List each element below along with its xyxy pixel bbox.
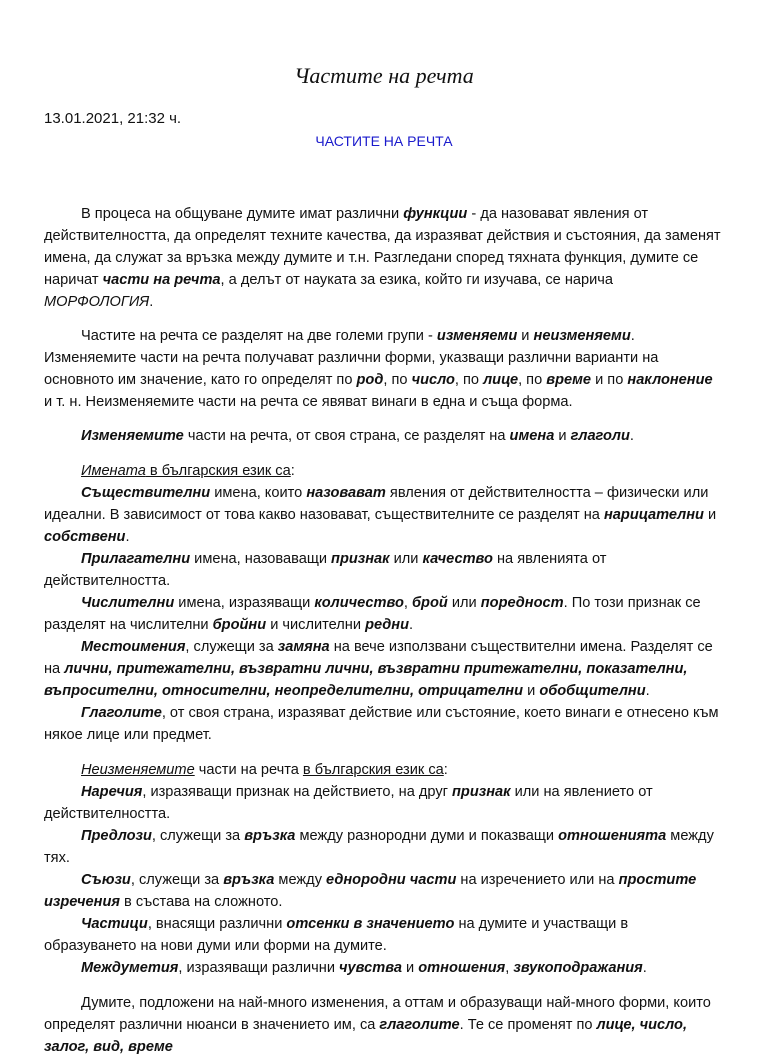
underlined-term: Имената	[81, 463, 146, 479]
text-run: явления от действителността – физически или идеални. В зависимост от това какво назовават, съществителните се разделят на	[44, 485, 709, 523]
text-run: или на явлението от действителността.	[44, 784, 653, 822]
text-run: и т. н. Неизменяемите части на речта се явяват винаги в една и съща форма.	[44, 394, 573, 410]
emphasis: отношения	[418, 960, 506, 976]
text-run: .	[629, 428, 634, 444]
document-body	[44, 203, 724, 1058]
text-run: части на речта	[194, 762, 303, 778]
emphasis: Наречия	[81, 784, 143, 800]
emphasis: признак	[331, 551, 390, 567]
underlined-text: в българския език са	[302, 762, 444, 778]
text-run: ,	[403, 595, 413, 611]
text-run: .	[645, 683, 650, 699]
text-run: .	[409, 617, 414, 633]
paragraph-variable	[44, 425, 724, 447]
text-run: Частите на речта се разделят на две големи групи -	[81, 328, 437, 344]
text-run: , изразяващи признак на действието, на друг	[142, 784, 453, 800]
text-run: - да назовават явления от действителността, да определят техните качества, да изразяват действия и състояния, да заменят имена, да служат за връзка между думите и т.н. Разгледани според тяхната функция, думите се наричат	[44, 206, 721, 288]
emphasis: поредност	[480, 595, 564, 611]
text-run: . Те се променят по	[459, 1017, 597, 1033]
text-run: и	[523, 683, 540, 699]
paragraph-intro	[44, 203, 724, 313]
emphasis: Числителни	[81, 595, 175, 611]
emphasis: лице, число, залог, вид, време	[44, 1017, 688, 1055]
text-run: . Изменяемите части на речта получават различни форми, указващи различни варианти на основното им значение, като го определят по	[44, 328, 659, 388]
text-run: между разнородни думи и показващи	[295, 828, 559, 844]
text-run: на думите и участващи в образуването на нови думи или форми на думите.	[44, 916, 629, 954]
emphasis: Местоимения	[81, 639, 186, 655]
emphasis: връзка	[223, 872, 275, 888]
text-run: между	[274, 872, 327, 888]
text-run: В процеса на общуване думите имат различни	[81, 206, 404, 222]
emphasis: бройни	[212, 617, 267, 633]
emphasis: Съществителни	[81, 485, 211, 501]
text-run: , изразяващи различни	[178, 960, 340, 976]
text-run: , по	[383, 372, 412, 388]
text-run: ,	[505, 960, 514, 976]
emphasis: имена	[509, 428, 555, 444]
paragraph-groups	[44, 325, 724, 413]
list-item-conjunctions	[44, 869, 724, 913]
text-run: :	[290, 463, 295, 479]
emphasis: редни	[365, 617, 410, 633]
list-item-adjectives	[44, 548, 724, 592]
emphasis: признак	[452, 784, 511, 800]
emphasis: Прилагателни	[81, 551, 191, 567]
emphasis: Глаголите	[81, 705, 162, 721]
text-run: в състава на сложното.	[119, 894, 283, 910]
invariable-heading	[44, 759, 724, 781]
text-run: имена, назоваващи	[190, 551, 332, 567]
timestamp: 13.01.2021, 21:32 ч.	[44, 110, 182, 127]
emphasis: части на речта	[102, 272, 221, 288]
emphasis: лице	[483, 372, 519, 388]
text-run: имена, изразяващи	[174, 595, 315, 611]
text-run: , от своя страна, изразяват действие или състояние, което винаги е отнесено към някое лице или предмет.	[44, 705, 719, 743]
text-run: имена, които	[210, 485, 307, 501]
text-run: части на речта, от своя страна, се разделят на	[183, 428, 510, 444]
text-run: и	[517, 328, 534, 344]
text-run: , внасящи различни	[147, 916, 287, 932]
text-run: .	[642, 960, 647, 976]
list-item-adverbs	[44, 781, 724, 825]
emphasis: лични, притежателни, възвратни лични, възвратни притежателни, показателни, въпросителни, относителни, неопределителни, отрицателни	[44, 661, 688, 699]
emphasis: неизменяеми	[533, 328, 631, 344]
text-run: , служещи за	[130, 872, 224, 888]
list-item-particles	[44, 913, 724, 957]
page-title: Частите на речта	[294, 63, 474, 88]
emphasis: време	[546, 372, 592, 388]
emphasis: глаголи	[570, 428, 630, 444]
emphasis: еднородни части	[326, 872, 457, 888]
text-run: на изречението или на	[456, 872, 619, 888]
emphasis: назовават	[306, 485, 386, 501]
text-run: и	[703, 507, 717, 523]
emphasis: брой	[412, 595, 448, 611]
emphasis: МОРФОЛОГИЯ	[44, 294, 150, 310]
emphasis: собствени	[44, 529, 126, 545]
underlined-text: в българския език са	[145, 463, 291, 479]
text-run: . По този признак се разделят на числителни	[44, 595, 701, 633]
emphasis: нарицателни	[603, 507, 704, 523]
emphasis: звукоподражания	[513, 960, 643, 976]
text-run: .	[149, 294, 154, 310]
text-run: и	[554, 428, 571, 444]
text-run: на явленията от действителността.	[44, 551, 607, 589]
emphasis: Съюзи	[81, 872, 131, 888]
list-item-nouns	[44, 482, 724, 548]
list-item-prepositions	[44, 825, 724, 869]
emphasis: простите изречения	[44, 872, 697, 910]
text-run: , по	[454, 372, 484, 388]
emphasis: глаголите	[379, 1017, 460, 1033]
emphasis: връзка	[244, 828, 296, 844]
text-run: между тях.	[44, 828, 714, 866]
emphasis: качество	[422, 551, 493, 567]
emphasis: замяна	[277, 639, 330, 655]
text-run: , а делът от науката за езика, който ги изучава, се нарича	[220, 272, 613, 288]
text-run: Думите, подложени на най-много изменения, а оттам и образуващи най-много форми, които определят различни нюанси в значението им, са	[44, 995, 711, 1033]
emphasis: Частици	[81, 916, 148, 932]
text-run: или	[447, 595, 481, 611]
list-item-pronouns	[44, 636, 724, 702]
underlined-term: Неизменяемите	[81, 762, 195, 778]
list-item-interjections	[44, 957, 724, 979]
emphasis: род	[356, 372, 384, 388]
text-run: на вече използвани съществителни имена. Разделят се на	[44, 639, 713, 677]
text-run: и числителни	[266, 617, 366, 633]
text-run: и	[401, 960, 419, 976]
text-run: , служещи за	[151, 828, 245, 844]
text-run: , служещи за	[185, 639, 278, 655]
section-heading: ЧАСТИТЕ НА РЕЧТА	[315, 133, 453, 149]
text-run: , по	[518, 372, 547, 388]
emphasis: функции	[403, 206, 468, 222]
emphasis: изменяеми	[436, 328, 518, 344]
emphasis: Предлози	[81, 828, 152, 844]
text-run: или	[389, 551, 423, 567]
emphasis: обобщителни	[539, 683, 646, 699]
text-run: :	[443, 762, 448, 778]
names-heading	[44, 460, 724, 482]
text-run: и по	[591, 372, 628, 388]
emphasis: отсенки в значението	[286, 916, 455, 932]
list-item-verbs	[44, 702, 724, 746]
emphasis: наклонение	[627, 372, 713, 388]
emphasis: Междуметия	[81, 960, 179, 976]
text-run: .	[125, 529, 130, 545]
emphasis: число	[411, 372, 455, 388]
list-item-numerals	[44, 592, 724, 636]
paragraph-verbs	[44, 992, 724, 1058]
emphasis: отношенията	[558, 828, 667, 844]
emphasis: чувства	[339, 960, 402, 976]
emphasis: количество	[314, 595, 404, 611]
emphasis: Изменяемите	[81, 428, 184, 444]
